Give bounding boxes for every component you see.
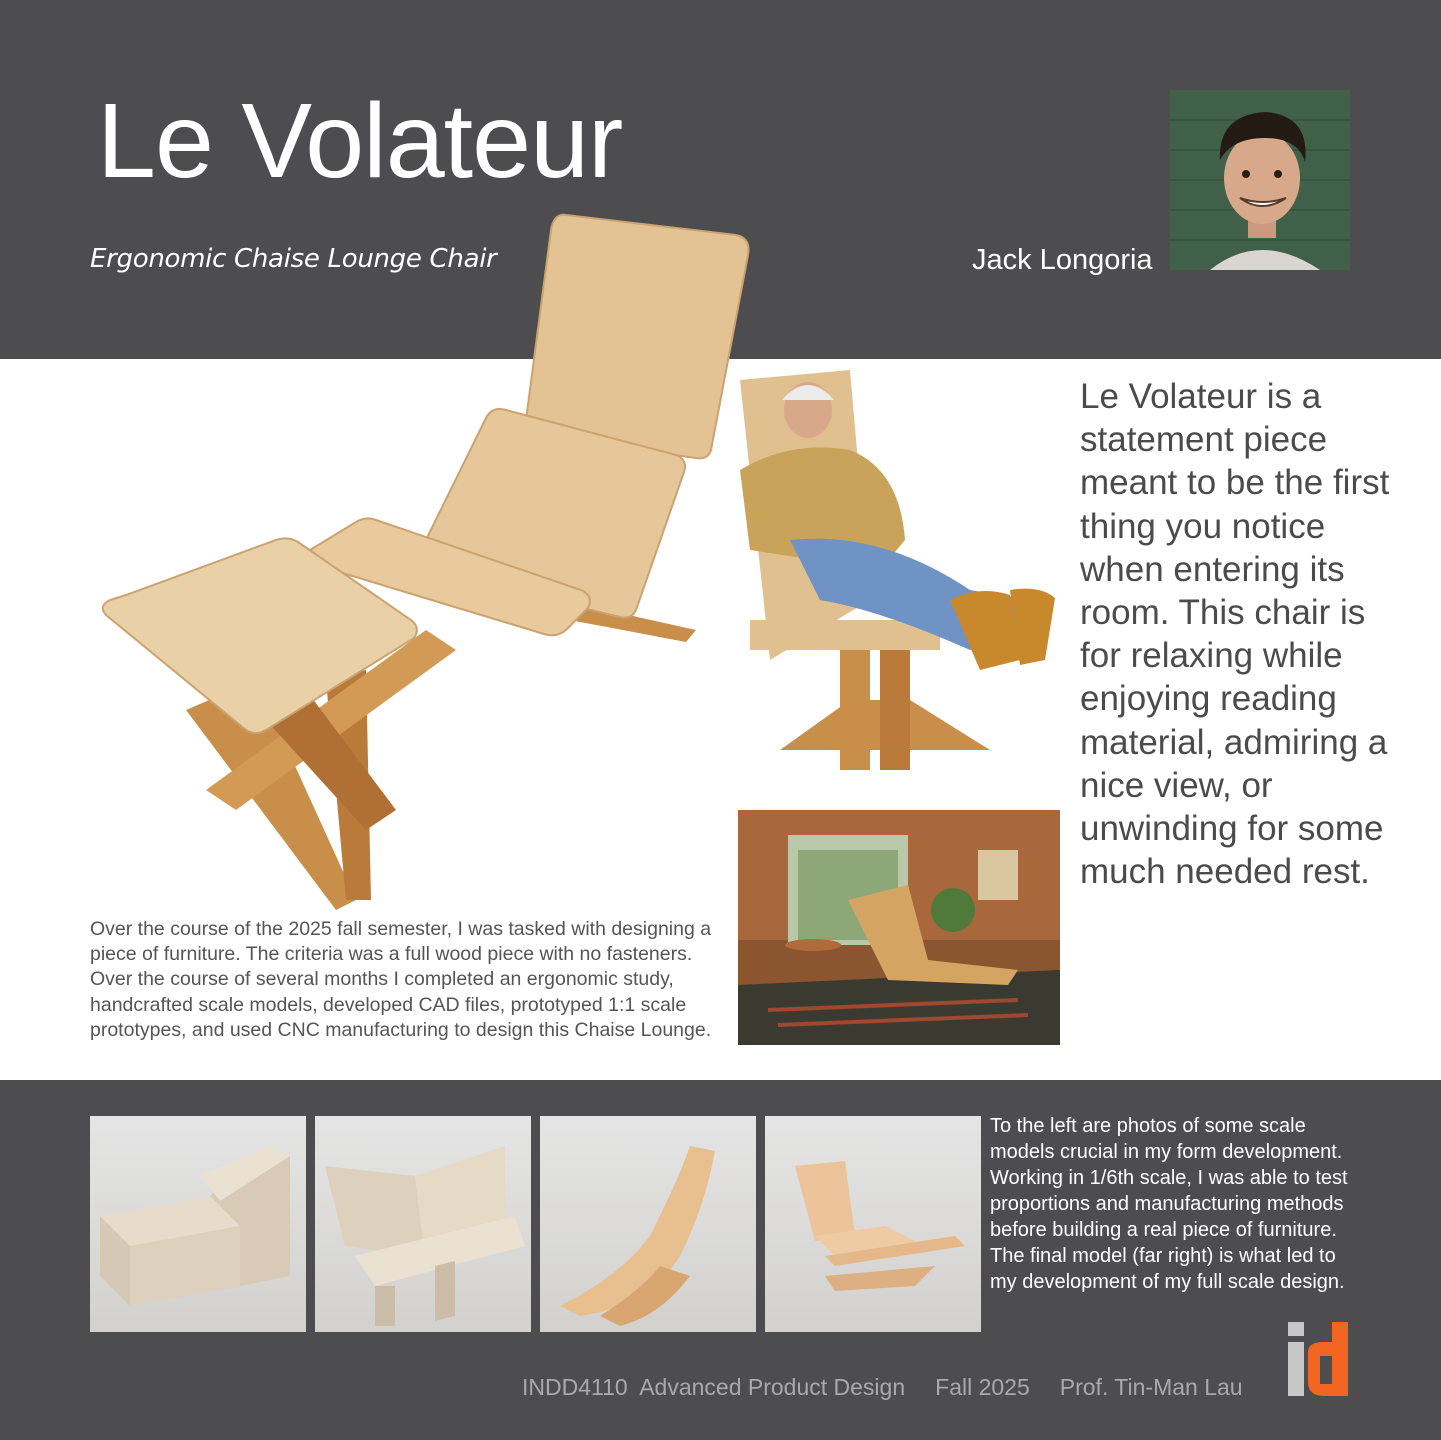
author-name: Jack Longoria <box>972 244 1153 276</box>
id-logo <box>1286 1322 1352 1396</box>
chaise-lounge-photo <box>96 210 756 910</box>
room-render-photo <box>738 810 1060 1045</box>
course-name: INDD4110 Advanced Product Design <box>522 1374 906 1400</box>
scale-model-illustration-2 <box>315 1116 531 1332</box>
person-in-chair-illustration <box>730 370 1060 785</box>
subtitle: Ergonomic Chaise Lounge Chair <box>90 244 497 274</box>
scale-model-photo-1 <box>90 1116 306 1332</box>
scale-models-description: To the left are photos of some scale models crucial in my form development. Working in 1/6th scale, I was able to test proportions and manufacturing methods before building a real piece of furniture. The final model (far right) is what led to my development of my full scale design. <box>990 1115 1348 1293</box>
scale-model-photo-4 <box>765 1116 981 1332</box>
scale-model-illustration-4 <box>765 1116 981 1332</box>
scale-model-illustration-1 <box>90 1116 306 1332</box>
person-in-chair-photo <box>730 370 1060 785</box>
scale-model-photo-2 <box>315 1116 531 1332</box>
author-portrait <box>1170 90 1350 270</box>
process-description: Over the course of the 2025 fall semester, I was tasked with designing a piece of furniture. The criteria was a full wood piece with no fasteners. Over the course of several months I completed an ergonomic study, handcrafted scale models, developed CAD files, prototyped 1:1 scale prototypes, and used CNC manufacturing to design this Chaise Lounge. <box>90 918 712 1041</box>
portrait-illustration <box>1170 90 1350 270</box>
scale-model-illustration-3 <box>540 1116 756 1332</box>
professor-name: Prof. Tin-Man Lau <box>1059 1374 1243 1400</box>
chaise-lounge-illustration <box>96 210 756 910</box>
room-render-illustration <box>738 810 1060 1045</box>
scale-model-photo-3 <box>540 1116 756 1332</box>
course-footer <box>522 1374 1243 1401</box>
term: Fall 2025 <box>935 1374 1030 1400</box>
id-logo-mark <box>1286 1322 1352 1396</box>
chair-description: Le Volateur is a statement piece meant to be the first thing you notice when entering its room. This chair is for relaxing while enjoying reading material, admiring a nice view, or unwinding for some much needed rest. <box>1080 377 1390 892</box>
page-title: Le Volateur <box>97 82 623 200</box>
